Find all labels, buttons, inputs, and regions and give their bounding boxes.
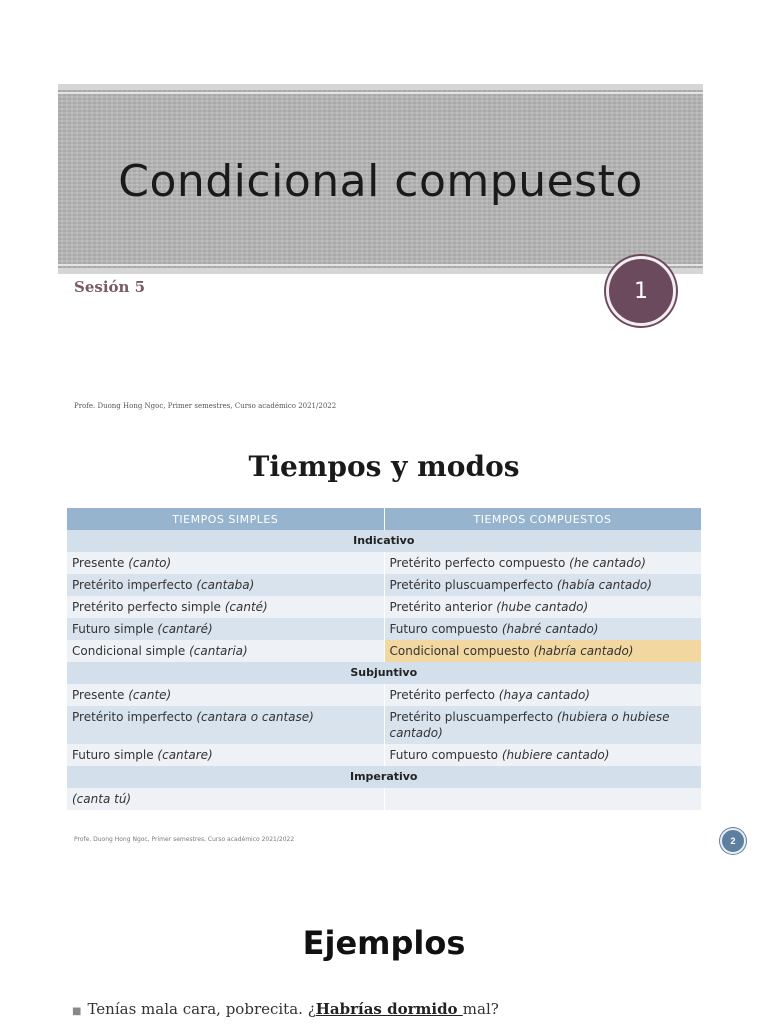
slide-number-badge <box>606 256 676 326</box>
table-row <box>67 744 701 766</box>
table-row <box>67 552 701 574</box>
table-row <box>67 596 701 618</box>
column-header-simple: TIEMPOS SIMPLES <box>67 508 384 530</box>
simple-tense-cell: Pretérito perfecto simple (canté) <box>67 596 384 618</box>
table-header-row <box>67 508 701 530</box>
mode-row-indicativo <box>67 530 701 552</box>
slide-footer: Profe. Duong Hong Ngoc, Primer semestres, Curso académico 2021/2022 <box>74 836 295 843</box>
simple-tense-cell: Presente (canto) <box>67 552 384 574</box>
highlighted-tense-cell: Condicional compuesto (habría cantado) <box>384 640 701 662</box>
slide-number: 1 <box>634 278 648 304</box>
compound-tense-cell: Futuro compuesto (hubiere cantado) <box>384 744 701 766</box>
mode-label: Imperativo <box>67 766 701 788</box>
table-row <box>67 618 701 640</box>
table-row <box>67 574 701 596</box>
compound-tense-cell: Pretérito perfecto compuesto (he cantado) <box>384 552 701 574</box>
tenses-table <box>67 508 702 810</box>
slide-number: 2 <box>730 836 736 846</box>
example-sentence: ■ Tenías mala cara, pobrecita. ¿Habrías dormido mal? <box>72 1000 499 1018</box>
slide-title: Condicional compuesto <box>118 156 643 207</box>
bullet-icon: ■ <box>72 1006 82 1017</box>
compound-tense-cell <box>384 788 701 810</box>
compound-tense-cell: Pretérito anterior (hube cantado) <box>384 596 701 618</box>
simple-tense-cell: Futuro simple (cantaré) <box>67 618 384 640</box>
examples-title: Ejemplos <box>302 924 466 962</box>
compound-tense-cell: Pretérito pluscuamperfecto (había cantado) <box>384 574 701 596</box>
mode-label: Subjuntivo <box>67 662 701 684</box>
compound-tense-cell: Pretérito pluscuamperfecto (hubiera o hubiese cantado) <box>384 706 701 744</box>
simple-tense-cell: Condicional simple (cantaria) <box>67 640 384 662</box>
title-banner <box>58 84 703 274</box>
session-label: Sesión 5 <box>74 278 146 296</box>
compound-tense-cell: Futuro compuesto (habré cantado) <box>384 618 701 640</box>
simple-tense-cell: Presente (cante) <box>67 684 384 706</box>
slide-number-badge <box>720 828 746 854</box>
simple-tense-cell: Pretérito imperfecto (cantara o cantase) <box>67 706 384 744</box>
compound-tense-cell: Pretérito perfecto (haya cantado) <box>384 684 701 706</box>
mode-row-imperativo <box>67 766 701 788</box>
table-slide-title: Tiempos y modos <box>248 450 520 483</box>
simple-tense-cell: Futuro simple (cantare) <box>67 744 384 766</box>
table-row <box>67 788 701 810</box>
mode-label: Indicativo <box>67 530 701 552</box>
table-row <box>67 706 701 744</box>
mode-row-subjuntivo <box>67 662 701 684</box>
table-row <box>67 640 701 662</box>
slide-footer: Profe. Duong Hong Ngoc, Primer semestres, Curso académico 2021/2022 <box>74 402 337 410</box>
column-header-compound: TIEMPOS COMPUESTOS <box>384 508 701 530</box>
simple-tense-cell: Pretérito imperfecto (cantaba) <box>67 574 384 596</box>
simple-tense-cell: (canta tú) <box>67 788 384 810</box>
table-row <box>67 684 701 706</box>
